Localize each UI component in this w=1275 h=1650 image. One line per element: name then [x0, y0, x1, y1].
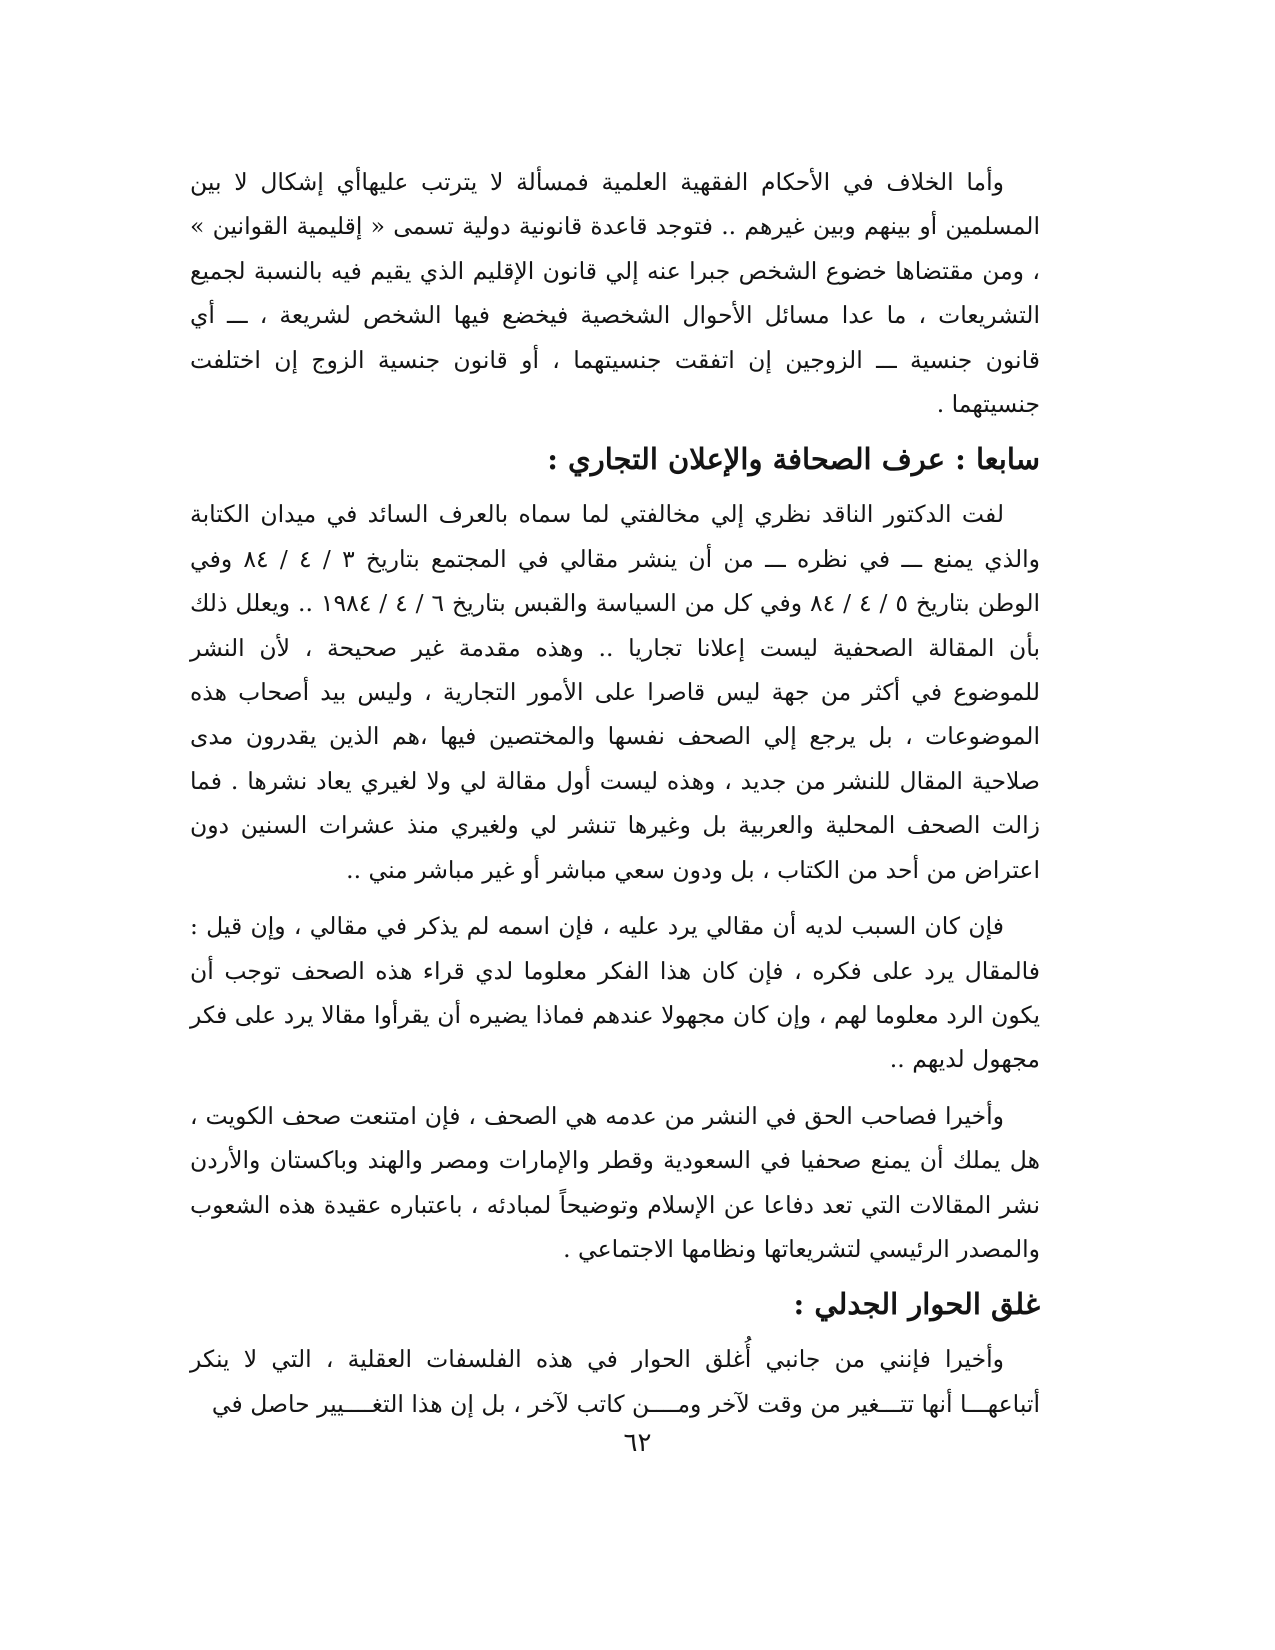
- page-number: ٦٢: [623, 1428, 652, 1458]
- section-heading-press-custom: سابعا : عرف الصحافة والإعلان التجاري :: [547, 442, 1040, 477]
- paragraph-legal-dispute: وأما الخلاف في الأحكام الفقهية العلمية فمسألة لا يترتب عليهاأي إشكال لا بين المسلمين أو بينهم وبين غيرهم .. فتوجد قاعدة قانونية دولية تسمى « إقليمية القوانين » ، ومن مقتضاها خضوع الشخص جبرا عنه إلي قانون الإقليم الذي يقيم فيه بالنسبة لجميع التشريعات ، ما عدا مسائل الأحوال الشخصية فيخضع فيها الشخص لشريعة ، ـــ أي قانون جنسية ـــ الزوجين إن اتفقت جنسيتهما ، أو قانون جنسية الزوج إن اختلفت جنسيتهما .: [190, 168, 1040, 419]
- paragraph-reason: فإن كان السبب لديه أن مقالي يرد عليه ، فإن اسمه لم يذكر في مقالي ، وإن قيل : فالمقال يرد على فكره ، فإن كان هذا الفكر معلوما لدي قراء هذه الصحف توجب أن يكون الرد معلوما لهم ، وإن كان مجهولا عندهم فماذا يضيره أن يقرأوا مقالا يرد على فكر مجهول لديهم ..: [190, 912, 1040, 1074]
- paragraph-closing-dialogue: وأخيرا فإنني من جانبي أُغلق الحوار في هذه الفلسفات العقلية ، التي لا ينكر أتباعهـــا أنها تتـــغير من وقت لآخر ومــــن كاتب لآخر ، بل إن هذا التغــــيير حاصل في: [190, 1345, 1040, 1418]
- paragraph-publishing-right: وأخيرا فصاحب الحق في النشر من عدمه هي الصحف ، فإن امتنعت صحف الكويت ، هل يملك أن يمنع صحفيا في السعودية وقطر والإمارات ومصر والهند وباكستان والأردن نشر المقالات التي تعد دفاعا عن الإسلام وتوضيحاً لمبادئه ، باعتباره عقيدة هذه الشعوب والمصدر الرئيسي لتشريعاتها ونظامها الاجتماعي .: [190, 1101, 1040, 1263]
- paragraph-press-custom: لفت الدكتور الناقد نظري إلي مخالفتي لما سماه بالعرف السائد في ميدان الكتابة والذي يمنع ـــ في نظره ـــ من أن ينشر مقالي في المجتمع بتاريخ ٣ / ٤ / ٨٤ وفي الوطن بتاريخ ٥ / ٤ / ٨٤ وفي كل من السياسة والقبس بتاريخ ٦ / ٤ / ١٩٨٤ .. ويعلل ذلك بأن المقالة الصحفية ليست إعلانا تجاريا .. وهذه مقدمة غير صحيحة ، لأن النشر للموضوع في أكثر من جهة ليس قاصرا على الأمور التجارية ، وليس بيد أصحاب هذه الموضوعات ، بل يرجع إلي الصحف نفسها والمختصين فيها ،هم الذين يقدرون مدى صلاحية المقال للنشر من جديد ، وهذه ليست أول مقالة لي ولا لغيري يعاد نشرها . فما زالت الصحف المحلية والعربية بل وغيرها تنشر لي ولغيري منذ عشرات السنين دون اعتراض من أحد من الكتاب ، بل ودون سعي مباشر أو غير مباشر مني ..: [190, 500, 1041, 884]
- section-heading-closing-dialogue: غلق الحوار الجدلي :: [793, 1287, 1040, 1322]
- text-column: [190, 160, 1040, 1426]
